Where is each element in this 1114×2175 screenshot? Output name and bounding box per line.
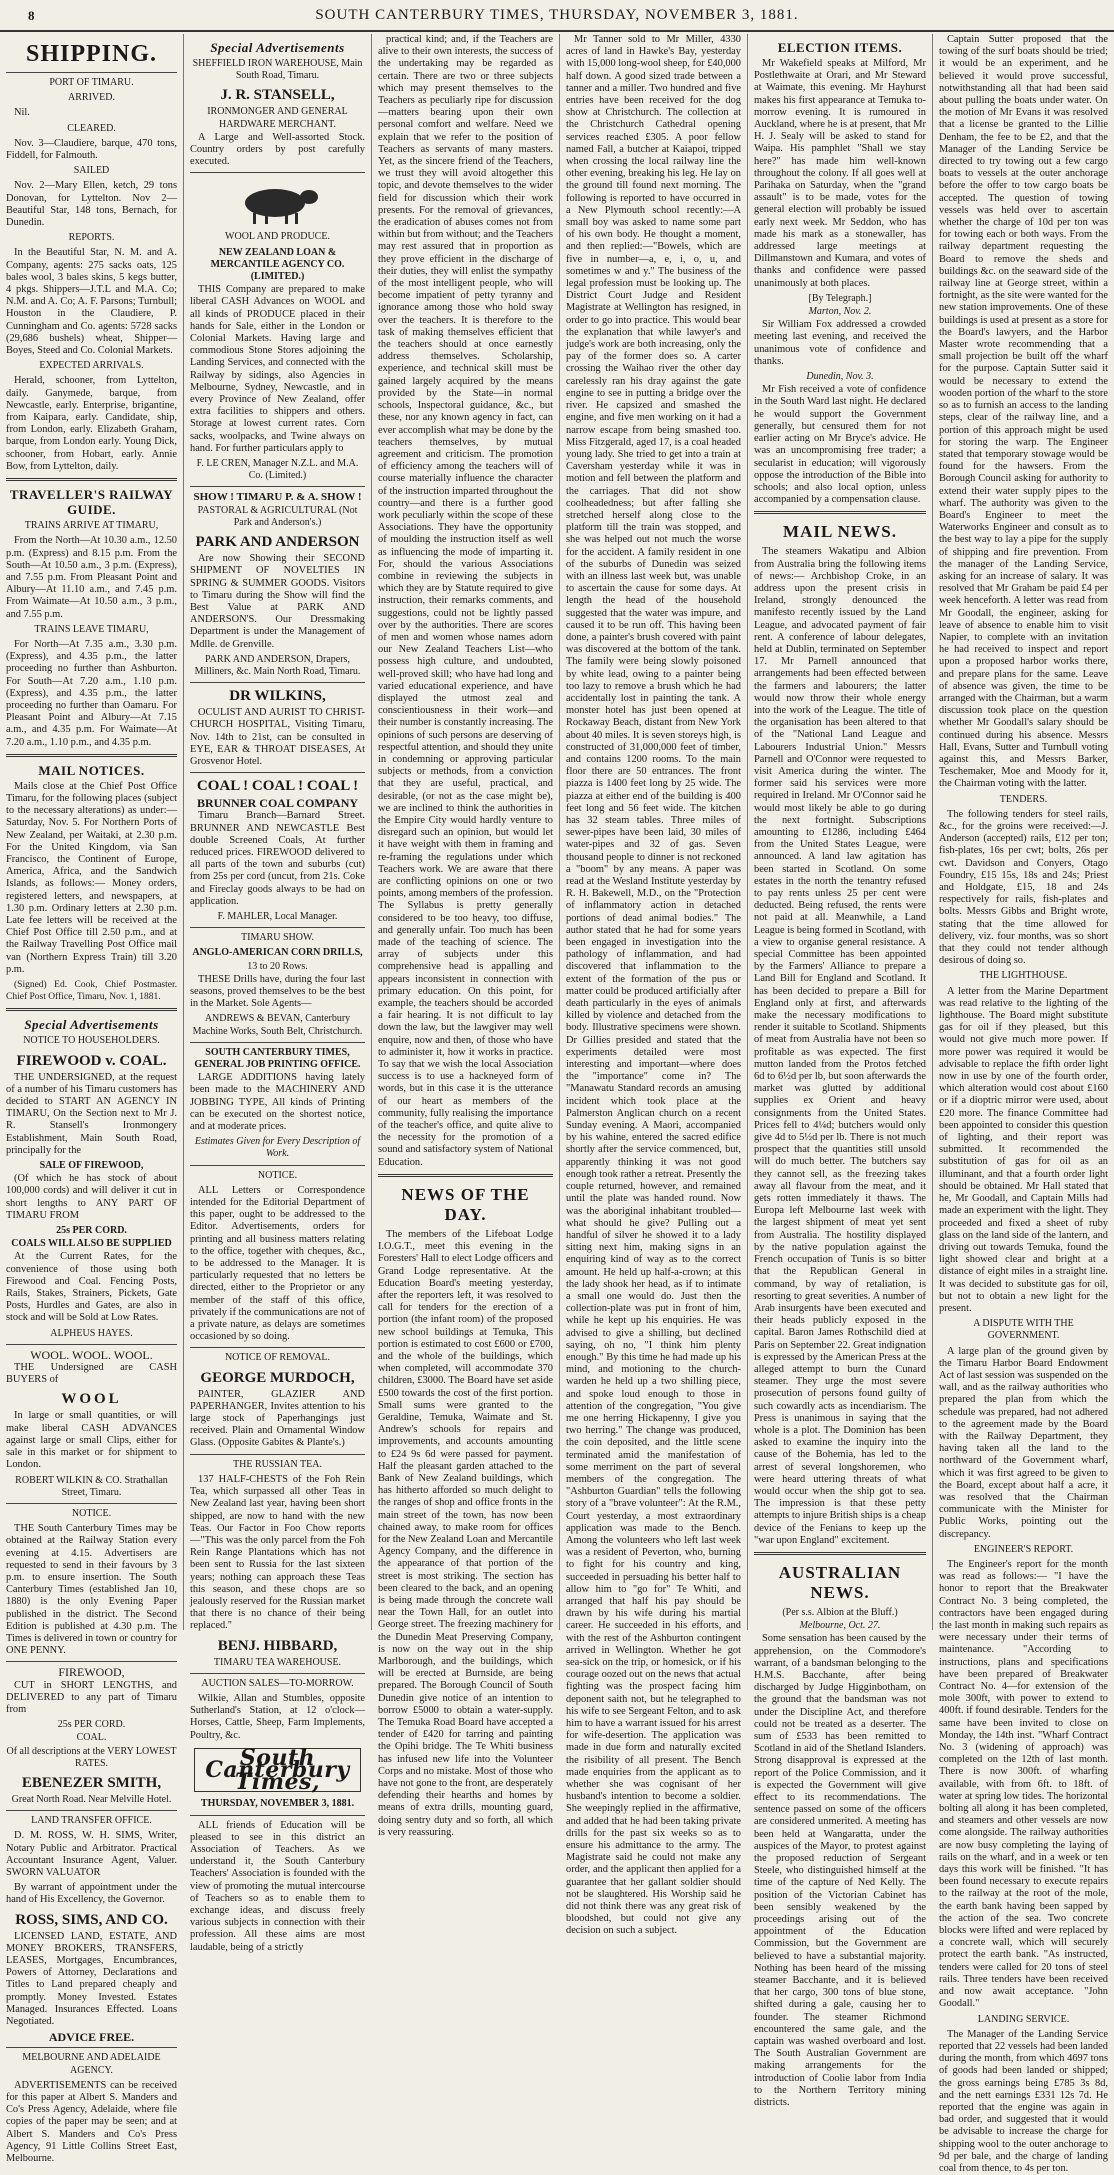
stansell-text: A Large and Well-assorted Stock. Country orders by post carefully executed. [190,131,365,168]
landing-service-label: LANDING SERVICE. [977,2013,1070,2025]
mail-news-head: MAIL NEWS. [783,522,897,542]
column-6 [932,34,1114,2174]
arrived-text: Nil. [14,107,30,119]
divider [6,2047,177,2048]
landing-service-text: The Manager of the Landing Service reported that 22 vessels had been landed during the month, from which 4697 tons of goods had been landed or shipped; the gross earnings being £785 3s 8d, and the nett earnings £331 12s 7d. He reported that the engine was again in bad order, and suggested that it would be advisable to increase the charge for shipping wool to the outer anchorage to 9d per bale, and the charge of landing coal from thence, to 4s per ton. [939,2028,1108,2174]
park-anderson-head: PARK AND ANDERSON [195,534,360,551]
cleared-text: Nov. 3—Claudiere, barque, 470 tons, Fiddell, for Falmouth. [6,137,177,162]
australian-news-head: AUSTRALIAN NEWS. [778,1562,902,1602]
arrived-label: ARRIVED. [68,92,115,104]
marton-dateline: Marton, Nov. 2. [808,306,872,318]
column-4 [559,34,747,1937]
drills-sign: ANDREWS & BEVAN, Canterbury Machine Works, South Belt, Christchurch. [192,1013,363,1037]
firewood-title: FIREWOOD, [58,1665,125,1680]
firewood-cut-text: CUT in SHORT LENGTHS, and DELIVERED to any part of Timaru from [6,1679,177,1715]
election-text: Mr Wakefield speaks at Milford, Mr Postlethwaite at Orari, and Mr Steward at Waimate, this evening. Mr Hayhurst makes his first appearance at Temuka to-morrow evening. It is rumoured in Auckland, where he is at present, that Mr H. J. Sealy will be asked to stand for Waipa. His pamphlet "Shall we stay here?" has made him well-known throughout the colony. If all goes well at Parihaka on Saturday, when the "grand assault" is to be made, votes for the general election will probably be issued early next week. Mr Seddon, who has made his mark as a stonewaller, has addressed large meetings at Dillmanstown and Kumara, and votes of thanks and confidence were passed unanimously at both places. [754,58,926,289]
rail-depart-label: TRAINS LEAVE TIMARU, [34,623,149,635]
rail-arrive-text: From the North—At 10.30 a.m., 12.50 p.m. (Express) and 8.15 p.m. From the South—At 10.50 a.m., 3 p.m. (Express), and 7.55 p.m. From Pleasant Point and Albury—At 11.10 a.m., and 7.45 p.m. From Waimate—At 10.50 a.m., 3 p.m., and 7.55 p.m. [6,535,177,620]
telegraph-label: [By Telegraph.] [808,292,872,304]
page-number: 8 [28,8,35,23]
melbourne-title: MELBOURNE AND ADELAIDE AGENCY. [22,2052,161,2076]
divider [190,1042,365,1043]
russian-tea-text: 137 HALF-CHESTS of the Foh Rein Tea, which surpassed all other Teas in New Zealand last year, having been short shipped, are now to hand with the new Teas. Our Factor in Foo Chow reports—"This was the only parcel from the Foh Rein Range Plantations which has not been sent to Russia for the last sixteen years; nothing can approach these Teas this season, and these chops are so jealously reserved for the Russian market that there is no chance of their being replaced." [190,1473,365,1632]
masthead [0,0,1114,32]
divider [6,1661,177,1662]
coal-label: COAL. [76,1732,107,1744]
election-items-head: ELECTION ITEMS. [777,40,903,55]
rail-depart-text: For North—At 7.35 a.m., 3.30 p.m. (Express), and 4.35 p.m., the latter proceeding no further than Ashburton. For South—At 7.20 a.m., 1.10 p.m. (Express), and 4.35 p.m., the latter proceeding no further than Oamaru. For Pleasant Point and Albury—At 7.15 a.m., and 4.35 p.m. For Waimate—At 7.20 a.m., 1.10 p.m., and 4.35 p.m. [6,638,177,748]
news-continued: Mr Tanner sold to Mr Miller, 4330 acres of land in Hawke's Bay, yesterday with 15,000 long-wool sheep, for £40,000 half down. A good sized trade between a tanner and a miller. Two hundred and five entries have been received for the dog show at Christchurch. The collection at the Christchurch Cathedral opening services reached £305. A poor fellow named Fall, a butcher at Kaiapoi, tripped when crossing the local railway line the other evening, breaking his leg. He lay on the ground till found next morning. The following is reported to have occurred in a New Plymouth school recently:—A small boy was asked to name some part of his own body. He thought a moment, and then replied:—"Bowels, which are five in number—a, e, i, o, u, and sometimes w and y." The business of the legal profession must be looking up. The District Court Judge and Resident Magistrate at Wellington has resigned, in order to go into practice. This would bear the explanation that while lawyer's and judge's work are both increasing, only the pay of the former does so. A carter crossing the Waihao river the other day carelessly ran his dray against the gate engine to see in putting a bridge over the river. He capsized and smashed the engine, and five men working on it had a narrow escape from being smashed too. Miss Fitzgerald, aged 17, is a coal headed young lady. She tried to get into a train at Caversham yesterday while it was in motion and fell between the platform and the carriages. That did not show coolheadedness; but after falling she stretched herself along close to the platform till the train was stopped, and she was helped out not much the worse for the accident. A family resident in one of the suburbs of Dunedin was seized with an illness last week but, was unable to ascertain the cause for some days. At length the head of the household suggested that the water was impure, and caused it to be run off. This having been done, a painter's brush covered with paint was discovered at the bottom of the tank. The family were being slowly poisoned by white lead, owing to a painter being too lazy to remove a brush which he had accidentally lost in painting the tank. A monster hotel has just been opened at Rockaway Beach, distant from New York about 40 miles. It is seven storeys high, is constructed of 31,000,000 feet of timber, and contains 1200 rooms. To the main floor there are 50 entrances. The front piazza is 1400 feet long by 25 wide. The piazza at either end of the building is 400 feet long and 56 feet wide. The kitchen has 32 steam tables. Three miles of sewer-pipes have been laid, 30 miles of water-pipes and 32 of gas. Seven thousand people to dinner is not reckoned a "boom" by any means. A paper was read at the Wesland Institute yesterday by R. H. Bakewell, M.D., on the "Protection of inflammatory action in detached portions of dead animal bodies." The author stated that he had for some years been engaged in investigation into the pathology of inflammation, and had discovered that inflammation to the extent of the formation of the pus or matter could be produced artificially after death particularly in the eyes of animals killed by violence and detached from the body. Illustrative specimens were shown. Dr Gillies presided and stated that the experiments detailed were most interesting and important—where does the "importance" come in? The "Manawatu Standard records an amusing incident which took place at the Palmerston Anglican church on a recent Sunday evening. A Maori, accompanied by his wahine, entered the sacred edifice shortly after the service commenced, but, apparently thinking it was not good enough took rather a retreat. Presently the couple returned, however, and remained until the plate was handed round. Now was the aboriginal inhabitant troubled—what should he give? Pulling out a handful of silver he showed it to a lady sitting next him, making signs in an enquiring kind of way as to the correct amount. He held up half-a-crown; at this the lady shook her head, as if to intimate a small one would do. Just then the collection-plate was put in front of him, while he kept up his enquiries. He was advised to give a shilling, but declined saying, oh no, "I think him plenty enough." By this time he had made up his mind, and motioning to the church-warden he held up a two shilling piece, and spoke loud enough to those in attention of the congregation, "You give me one herring Hickapenny, I give you two herring." The change was produced, the coin deposited, and the little scene terminated amid the manifestation of some merriment on the part of several members of the congregation. The "Ashburton Guardian" tells the following story of a "brave volunteer": At the R.M., Court yesterday, a most extraordinary application was made to the Bench. Among the volunteers who left last week was a resident of Peverton, who, burning to fight for his country and king, succeeded in persuading his better half to allow him to "go for" Te Whiti, and arranged that half his pay should be drawn by his wife during his martial career. He succeeded in his efforts, and with the rest of the Ashburton contingent arrived in Wellington. Whether he got sea-sick on the trip, or homesick, or if his courage oozed out on the news that actual fighting was the prospect facing him deponent saith not, but he telegraphed to his wife to see Sergeant Felton, and to ask him to have a warrant issued for his arrest for wife-desertion. The application was made in due form and naturally excited the risibility of all present. The Bench made enquiries from the applicant as to whether she was cognisant of her husband's intention to become a soldier. She weepingly replied in the affirmative, and added that he had been taking private drills for the past six weeks so as to ensure his admittance to the army. The Magistrate said he could not make any order, and the applicant then applied for a guarantee that her gallant soldier should not be slaughtered. His Worship said he did not think there was any great risk of bloodshed, but could not give any decision on such a subject. [566,34,741,1937]
coal-head: COAL ! COAL ! COAL ! [196,778,359,795]
wool-head: WOOL. WOOL. WOOL. [30,1347,153,1362]
column-1 [0,34,183,2165]
port-title: PORT OF TIMARU. [49,77,134,88]
russian-tea-head: THE RUSSIAN TEA. [233,1458,322,1470]
advice-free: ADVICE FREE. [48,2030,135,2045]
coal-text: Of all descriptions at the VERY LOWEST RATES. [6,1745,177,1769]
stansell-sub: IRONMONGER AND GENERAL HARDWARE MERCHANT. [207,106,348,130]
australian-news-text: Some sensation has been caused by the apprehension, on the Commodore's warrant, of a bandsman belonging to the H.M.S. Bacchante, after being discharged by Judge Higginbotham, on the ground that the bandsman was not under the Discipline Act, and therefore could not be treated as a deserter. The sum of £533 has been remitted to Scotland in aid of the Shetland Islanders. Strong disapproval is expressed at the report of the Police Commission, and it is expected the Government will give effect to its recommendations. The sentence passed on some of the officers are considered unmerited. A meeting has been held at Wangaratta, under the auspices of the Mayor, to protest against the proposed reduction of Sergeant Steele, who distinguished himself at the time of the capture of Ned Kelly. The position of the Victorian Cabinet has been sensibly weakened by the proceedings arising out of the appointment of the Education Commission, but the Government are believed to have a substantial majority. Nothing has been heard of the missing steamer Bacchante, and it is believed that her cargo, 300 tons of blue stone, shifted during a gale, causing her to founder. The steamer Richmond encountered the same gale, and the captain was washed overboard and lost. The South Australian Government are making arrangements for the introduction of Coolie labor from India to the Northern Territory mining districts. [754,1633,926,2109]
wool-sign: ROBERT WILKIN & CO. Strathallan Street, Timaru. [15,1474,168,1498]
park-sign: PARK AND ANDERSON, Drapers, Milliners, &c. Main North Road, Timaru. [194,653,361,677]
column-5 [747,34,932,2109]
tenders-label: TENDERS. [999,793,1048,805]
editorial-text: ALL friends of Education will be pleased to see in this district an Association of Teachers. As we understand it, the South Canterbury Teachers' Association is founded with the view of promoting the mutual intercourse of Teachers so as to enable them to exchange ideas, and discuss freely various subjects in connection with their profession. All these aims are most laudable, being of a strictly [190,1819,365,1953]
dispute-text: A large plan of the ground given by the Timaru Harbor Board Endowment Act of last session was suspended on the wall, and as the railway authorities who prepared the plan from which the schedule was prepared, had not adhered to the agreement made by the Board with the Railway Department, they having taken all the land to the northward of the Government wharf, which it was first agreed to be given to the Board, except about half a acre, it was resolved that the Chairman communicate with the Minister for Public Works, pointing out the discrepancy. [939,1345,1108,1540]
dunedin-dateline: Dunedin, Nov. 3. [806,371,874,383]
ebenezer-smith: EBENEZER SMITH, [21,1774,162,1791]
divider [190,1815,365,1816]
wool-text-2: In large or small quantities, or will make liberal CASH ADVANCES against large or small Clips, either for sale in this market or for shipment to London. [6,1410,177,1471]
drills-text: THESE Drills have, during the four last seasons, proved themselves to be the best in the Market. Sole Agents— [190,973,365,1010]
brunner-text: Timaru Branch—Barnard Street. BRUNNER AND NEWCASTLE Best double Screened Coals, At further reduced prices. FIREWOOD delivered to all parts of the town and suburbs (cut) from 25s per cord (uncut, from 21s. Coke and Fireclay goods always to be had on application. [190,810,365,907]
marton-text: Sir William Fox addressed a crowded meeting last evening, and received the unanimous vote of confidence and thanks. [754,319,926,367]
coals-text: At the Current Rates, for the convenience of those using both Firewood and Coal. Fencing Posts, Rails, Stakes, Strainers, Pickets, Gate Posts, Hurdles and Gates, are also in stock and will be Sold at Low Rates. [6,1251,177,1324]
australian-news-sub: (Per s.s. Albion at the Bluff.) [782,1606,898,1618]
engineer-report-label: ENGINEER'S REPORT. [973,1543,1074,1555]
divider [190,172,365,173]
drills-sub: 13 to 20 Rows. [247,960,308,972]
editorial-continued: practical kind; and, if the Teachers are alive to their own interests, the success of the undertaking may be regarded as certain. There are two or three subjects which may present themselves to the Teachers as peculiarly ripe for discussion—matters bearing upon their own personal comfort and welfare. Need we explain that we refer to the position of Teachers as servants of many masters. Yet, as the sincere friend of the Teachers, we trust they will avoid altogether this topic, and devote themselves to the wider field for discussion which their work presents. For the removal of grievances, the eradication of abuses comes not from within but from without; and the Teachers may rest assured that in proportion as they prove efficient in the discharge of their duties, they will enlist the sympathy of the most intelligent people, who will become impatient of petty tyranny and ignorance among those who hold sway over the teachers. It is therefore to the task of making themselves efficient that the teachers should at once earnestly address themselves. Scholarship, experience, and technical skill must be gained largely acquired by the means provided by the State—in normal schools, Inspectoral guidance, &c., but these, nor any known agency in fact, can ever accomplish what may be done by the teachers themselves, by mutual agreement and criticism. The promotion of efficiency among the teachers will of course materially influence the character of the instruction imparted throughout the country—and there is a further good work peculiarly within the scope of these Associations. They have the opportunity of moulding the instruction itself as well as influencing the mode of imparting it. For, should the various Associations combine in reviewing the subjects in which they are by Statute required to give instruction, their remarks comments, and suggestions, could not be lightly passed over by the authorities. There are scores of men and women whose names adorn our New Zealand Teachers List—who possess high culture, and undoubted, well-proved skill; who have had long and varied educational experience, and have displayed the utmost zeal and conscientiousness in their work—and their number is constantly increasing. The opinions of such persons are deserving of respectful attention, and should they unite in condemning or approving particular subjects or methods, from a conviction that they are useful, practical, and desirable, (or not as the case might be), we are inclined to think the authorities in the Empire City would hardly venture to disregard such an opinion, but would let it have weight with them in framing and re-framing the regulations under which Teachers work. We are aware that there are conflicting opinions on one or two points, among members of the profession. The Syllabus is pretty generally considered to be too heavy, too diffuse, and generally unfair. Too much has been made of the teaching of science. The array of subjects under this comprehensive head is appalling and appears inconsistent in connection with primary education. On this point, for example, the teachers should be accorded a fair hearing. It is not difficult to lay down the law, but the lawgiver may well enquire, now and then, of those who have to administer it, how it works in practice. To say that we wish the local Association success is to use a hackneyed form of words, but in this case it is the utterance of our heart as members of the community, fully realising the importance of the teacher's office, and quite alive to the necessity for the promotion of a sound and satisfactory system of National Education. [378,34,553,1168]
divider [190,927,365,928]
land-text: By warrant of appointment under the hand of His Excellency, the Governor. [6,1882,177,1906]
divider [190,1673,365,1674]
show-head: SHOW ! TIMARU P. & A. SHOW ! [193,491,362,504]
auction-head: AUCTION SALES—TO-MORROW. [201,1677,354,1689]
divider [6,72,177,73]
nzla-sign: F. LE CREN, Manager N.Z.L. and M.A. Co. (Limited.) [196,458,359,482]
sailed-text: Nov. 2—Mary Ellen, ketch, 29 tons Donovan, for Lyttelton. Nov 2—Beautiful Star, 148 tons, Bernach, for Dunedin. [6,180,177,229]
hibbard-sub: TIMARU TEA WAREHOUSE. [213,1656,342,1668]
land-transfer-title: LAND TRANSFER OFFICE. [31,1815,152,1827]
railway-guide-title: TRAVELLER'S RAILWAY GUIDE. [9,487,174,518]
timaru-show: TIMARU SHOW. [241,932,314,944]
column-3 [371,34,559,1838]
firewood-price: 25s PER CORD. [57,1719,126,1731]
divider [6,1503,177,1504]
nzla-head: NEW ZEALAND LOAN & MERCANTILE AGENCY CO. (LIMITED.) [210,246,345,283]
masthead-title: SOUTH CANTERBURY TIMES, THURSDAY, NOVEMBER 3, 1881. [315,7,799,23]
divider [190,1165,365,1166]
auction-text: Wilkie, Allan and Stumbles, opposite Sutherland's Station, at 12 o'clock—Horses, Cattle, Sheep, Farm Implements, Poultry, &c. [190,1692,365,1741]
wool-big: WOOL [61,1391,122,1408]
notice-text: THE South Canterbury Times may be obtained at the Railway Station every evening at 4.15. Advertisers are requested to send in their favours by 3 p.m. to ensure insertion. The South Canterbury Times (established Jan 10, 1880) is the only Evening Paper published in the district. The Second Edition is published at 4.30 p.m. The Times is delivered in town or country for ONE PENNY. [6,1523,177,1657]
mail-notices-title: MAIL NOTICES. [38,762,145,778]
notice-head: NOTICE. [257,1169,298,1181]
divider [6,1344,177,1345]
divider [754,511,926,514]
divider [6,1008,177,1011]
news-of-the-day-head: NEWS OF THE DAY. [401,1184,530,1224]
divider [190,486,365,487]
news-text: The members of the Lifeboat Lodge I.O.G.T., meet this evening in the Foresters' Hall to elect Lodge officers and Grand Lodge representative. At the Education Board's meeting yesterday, after the reporters left, it was resolved to call for tenders for the erection of a portion (the infant room) of the proposed new school buildings at Temuka, This portion is estimated to cost £600 or £700, and the whole of the buildings, which when completed, will accommodate 370 children, £3000. The Board have set aside £500 towards the cost of the first portion. Small sums were granted to the Geraldine, Temuka, Waimate and St. Andrew's schools for repairs and improvements, and accounts amounting to £24 9s 6d were passed for payment. Half the pleasant garden attached to the Bank of New Zealand buildings, which has hitherto afforded so much delight to the ranges of shop and office fronts in the main street of the town, has now been chained away, to make room for offices for the New Zealand Loan and Mercantile Agency Company, and the difference in the appearance of that portion of the street is most striking. The section has been cleared to the back, and an opening is being made through the concrete wall near the Town Hall, for an outlet into George street. The freezing machinery for the Dunedin Meat Preserving Company, is now on the way out in the ship Marlborough, and the buildings, which will be erected at Burnside, are being prepared. The Borough Council of South Dunedin give notice of an intention to borrow £5000 to obtain a water-supply. The Temuka Road Board have accepted a tender of £420 for tarring and painting the Opihi bridge. The Te Whiti business has infused new life into the Volunteer Corps and no mistake. Most of those who have not gone to the front, are desperately defending their hearths and homes by means of extra drills, mounting guard, doing sentry duty and so forth, all which is very reassuring. [378,1228,553,1838]
nzla-text: THIS Company are prepared to make liberal CASH Advances on WOOL and all kinds of PRODUCE placed in their hands for Sale, either in the London or Colonial Markets. Having large and commodious Stone Stores adjoining the Landing Services, and connected with the Railway by sidings, also Agencies in Melbourne, Sydney, Newcastle, and in every Province of New Zealand, offer extra facilities to shippers and others. Storage at lowest current rates. Corn sacks, woolpacks, and Twine always on hand. For further particulars apply to [190,284,365,454]
sale-text: (Of which he has stock of about 100,000 cords) and will deliver it cut in short lengths to ANY PART OF TIMARU FROM [6,1173,177,1221]
shipping-title: SHIPPING. [25,41,157,67]
special-ads-title: Special Advertisements [24,1017,159,1033]
divider [6,754,177,757]
reports-label: REPORTS. [68,232,115,244]
special-ads-title: Special Advertisements [210,40,345,55]
mail-notices-text: Mails close at the Chief Post Office Timaru, for the following places (subject to the necessary alterations) as under:— Saturday, Nov. 5. For Northern Ports of New Zealand, per Waitaki, at 2.30 p.m. For the United Kingdom, via San Francisco, the Continent of Europe, America, Africa, and the Sandwich Islands, as follows:— Money orders, registered letters, and newspapers, at 1.30 p.m. Ordinary letters at 2.30 p.m. Late fee letters will be received at the Chief Post Office till 2.50 p.m., and at the Railway Travelling Post Office mail van (Northern Express Train) till 3.20 p.m. [6,780,177,975]
harbor-continued: Captain Sutter proposed that the towing of the surf boats should be tried; it would be an experiment, and he believed it would prove successful, notwithstanding all that had been said about pulling the boats under water. On the motion of Mr Evans it was resolved that a license be granted to the Lillie Denham, the fee to be £2, and that the Manager of the Landing Service be directed to try towing out a few cargo boats to vessels at the outer anchorage before the offer to tow cargo boats be accepted. The question of towing vessels was held over to ascertain whether the charge of 10d per ton was for towing each or both ways. From the railway department requesting the Board to remove the sheds and buildings &c. on the seaward side of the railway line at George street, within a fortnight, as the site were wanted for the new station improvements. One of these buildings is used at present as a store for the Board's lawyers, and the Harbor Master wrote recommending that a small projection be built off the wharf for the purpose. Captain Sutter said it would be necessary to extend the wooden portion of the wharf to the store so as to furnish an access to the landing steps, clear of the railway line, and a portion of this approach might be used for storing the warp. The Engineer stated that temporary stowage would be found for the hawsers. From the Borough Council asking for authority to extend their water supply pipes to the wharf. The authority was given to the Board's Engineer to meet the Waterworks Engineer and consult as to the best way to lay a pipe for the supply of shipping and fire prevention. From the manager of the Landing Service, asking for an increase of salary. It was resolved that Mr Graham be paid £4 per week henceforth. A letter was read from Mr Goodall, the engineer, asking for leave of absence to enable him to visit Napier, to complete with an invitation he had received to inspect and report upon a proposed harbor works there, and prepare plans for the same. Leave of absence was given, the time to be arranged with the Chairman, but a warm discussion took place on the question whether Mr Goodall's salary should be continued during his absence. Messrs Hall, Evans, Sutter and Turnbull voting against this, and Messrs Barker, Teschemaker, Moe and Moody for it, the Chairman voting with the latter. [939,34,1108,790]
land-names: D. M. ROSS, W. H. SIMS, Writer, Notary Public and Arbitrator. Practical Accountant Insurance Agent, Valuer. SWORN VALUATOR [6,1830,177,1878]
newspaper-logo: South Canterbury Times, [194,1748,361,1793]
brunner-head: BRUNNER COAL COMPANY [196,796,359,811]
notice-householders: NOTICE TO HOUSEHOLDERS. [23,1035,160,1047]
divider [754,1552,926,1555]
wool-produce: WOOL AND PRODUCE. [225,231,330,243]
divider [378,1174,553,1177]
coals-line: COALS WILL ALSO BE SUPPLIED [11,1238,172,1250]
wool-text: THE Undersigned are CASH BUYERS of [6,1362,177,1386]
park-text: Are now Showing their SECOND SHIPMENT OF NOVELTIES IN SPRING & SUMMER GOODS. Visitors to Timaru during the Show will find the Best Value at PARK AND ANDERSON'S. Our Dressmaking Department is under the Management of Mdlle. de Grenville. [190,553,365,650]
melbourne-text: ADVERTISEMENTS can be received for this paper at Albert S. Manders and Co's Press Agency, Adelaide, where file copies of the paper may be seen; and at Albert S. Manders and Co's Press Agency, 91 Little Collins Street East, Melbourne. [6,2079,177,2165]
sheep-icon [223,177,333,227]
cleared-label: CLEARED. [67,122,116,134]
drills-head: ANGLO-AMERICAN CORN DRILLS, [192,947,363,959]
sheffield-warehouse: SHEFFIELD IRON WAREHOUSE, Main South Road, Timaru. [192,58,363,82]
mail-news-text: The steamers Wakatipu and Albion from Australia bring the following items of news:— Archbishop Croke, in an address upon the present crisis in Ireland, strongly denounced the manifesto recently issued by the Land League, and advocated payment of fair rent. A conference of labour delegates, held at Dublin, terminated on September 17. Mr Parnell announced that arrangements had been effected between the farmers and labourers; the latter would now throw their whole energy into the work of the League. The title of the organisation has been altered to that of the "National Land League and Labourers Industrial Union." Messrs Parnell and O'Connor were requested to visit America during the winter. The former said his services were more required in Ireland. Mr O'Connor said he would most likely be able to go during the next fortnight. Subscriptions amounting to £1286, including £464 from the United States League, were announced. A land law agitation has been started in Scotland. On some estates in the north the tenantry refused to pay rents unless 25 per cent were deducted. Being refused, the rents were not paid at all. Meanwhile, a Land League is being formed in Scotland, with a view to organise general resistance. A special Committee has been appointed by the Farmers' Alliance to prepare a Land Bill for England and Scotland. It has been decided to prepare a Bill for England only at first, and afterwards make the necessary modifications to render it suitable to Scotland. Shipments of meat from Australia have not been so profitable as was expected. The first mutton landed from the Protos fetched 6d to 6½d per lb, but soon afterwards the market was glutted by additional supplies ex Orient and heavy consignments from the United States. Prices fell to 4¼d; butchers would only give 4d to 5½d per lb. There is not much prospect that the quantities still unsold will do much better. The butchers say they cannot sell, as the freezing takes away all flavour from the meat, and it gets rotten immediately it thaws. The Europa left Melbourne last week with the largest shipment of meat yet sent from Australia. The hostility displayed by the native population against the French occupation of Tunis is so bitter that the Republican General in command, by way of retaliation, is resorting to great severities. A number of Arab insurgents have been executed and their heads publicly exposed in the capital. Baron James Rothschild died at Paris on September 22. Great indignation is expressed by the American Press at the alleged attempt to burn the Cunard steamer. They urge the most severe prosecution of persons found guilty of such cowardly acts as incendiarism. The Press is unanimous in saying that the whole is a plot. The Dominion has been asked to examine the inquiry into the cause of the Bohemia, has led to the arrest of several longshoremen, who were heard uttering threats of what would occur when the ship got to sea. The impression is that these petty attempts to injure British ships is a cheap device of the Fenians to keep up the "war upon England" excitement. [754,546,926,1546]
murdoch-text: PAINTER, GLAZIER AND PAPERHANGER, Invites attention to his large stock of Paperhangings just received. Plain and Ornamental Window Glass. (Opposite Gabites & Plante's.) [190,1388,365,1449]
rail-arrive-label: TRAINS ARRIVE AT TIMARU, [24,520,159,532]
tenders-text: The following tenders for steel rails, &c., for the groins were received:—J. Anderson (accepted) rails, £12 per ton; fish-plates, 16s per cwt; bolts, 26s per cwt. Davidson and Conyers, Otago Foundry, £15 15s, 18s and 24s; Priest and Holdgate, £15, 18 and 24s respectively for rails, fish-plates and bolts. Messrs Gibbs and Bright wrote, stating that the time allowed for delivery, viz. four months, was so short that they could not tender although desirous of doing so. [939,808,1108,967]
brunner-sign: F. MAHLER, Local Manager. [217,910,338,922]
editorial-date: THURSDAY, NOVEMBER 3, 1881. [200,1798,355,1810]
coals-sign: ALPHEUS HAYES. [50,1327,133,1339]
lighthouse-text: A letter from the Marine Department was read relative to the lighting of the lighthouse. The Board might substitute gas for oil if they pleased, but this would not give much more power. If more power was required it would be advisable to replace the fifth order light now in use by one of the fourth order, which alteration would cost about £160 or if a dioptric mirror were used, about £20 more. The finance Committee had been appointed to consider this question of lighting, and their report was submitted. It recommended the substitution of gas for oil as an illuminant, and that a fourth order light should be obtained. Mr Hall stated that he, Mr Goodall, and Captain Mills had made an experiment with the light. They proceeded and fixed a sheet of ruby glass on the land side of the lantern, and driving out towards Temuka, found the light showed clear and bright at a distance of eight miles in a straight line. It was decided to substitute gas for oil, but not to obtain a new light for the present. [939,985,1108,1314]
dispute-label: A DISPUTE WITH THE GOVERNMENT. [973,1318,1074,1342]
column-2 [183,34,371,1953]
sct-printing-head: SOUTH CANTERBURY TIMES, GENERAL JOB PRINTING OFFICE. [194,1046,361,1070]
expected-label: EXPECTED ARRIVALS. [39,360,144,372]
stansell-head: J. R. STANSELL, [220,87,335,104]
ross-sims-head: ROSS, SIMS, AND CO. [15,1911,168,1928]
divider [6,1810,177,1811]
sale-firewood: SALE OF FIREWOOD, [39,1160,144,1172]
wilkins-text: OCULIST AND AURIST TO CHRIST-CHURCH HOSPITAL, Visiting Timaru, Nov. 14th to 21st, can be consulted in EYE, EAR & THROAT DISEASES, At Grosvenor Hotel. [190,707,365,767]
melbourne-dateline: Melbourne, Oct. 27. [799,1620,881,1632]
lighthouse-label: THE LIGHTHOUSE. [979,970,1068,982]
sct-estimates: Estimates Given for Every Description of Work. [194,1136,361,1160]
wilkins-head: DR WILKINS, [229,688,326,705]
divider [190,682,365,683]
sct-printing-text: LARGE ADDITIONS having lately been made to the MACHINERY AND JOBBING TYPE, All kinds of Printing can be executed on the shortest notice, and at moderate prices. [190,1072,365,1133]
engineer-report-text: The Engineer's report for the month was read as follows:— "I have the honor to report that the Breakwater Contract No. 3 being completed, the contractors have been engaged during the last month in making such repairs as were necessary under their terms of maintenance. "According to instructions, plans and specifications have been prepared of Breakwater Contract No. 4—for extension of the mole 300ft, with power to extend to 400ft. if found desirable. Tenders for the same have been invited to close on Monday, the 14th inst. "Wharf Contract No. 3 (widening of approach) was completed on the 12th of last month. There is now 300ft. of wharfing available, with from 6ft. to 18ft. of water at spring low tides. The horizontal bolting all along it has been completed, and steamers and other vessels are now come alongside. The railway authorities are now busy completing the laying of rails on the wharf, and in a week or ten days this work will be finished. "It has been found necessary to execute repairs to the railway at the root of the mole, the earth bank having been sapped by the action of the sea. Two concrete blocks were lifted and were replaced by a concrete wall, which will securely protect the earth bank. "As instructed, tenders were called for 20 tons of steel rails. Three tenders have been received and now await acceptance. "John Goodall." [939,1558,1108,2010]
divider [190,772,365,773]
mail-notices-sign: (Signed) Ed. Cook, Chief Postmaster. Chief Post Office, Timaru, Nov. 1, 1881. [6,980,177,1003]
removal-head: NOTICE OF REMOVAL. [224,1352,331,1364]
divider [6,478,177,481]
notice-title: NOTICE. [71,1507,112,1519]
reports-text: In the Beautiful Star, N. M. and A. Company, agents: 275 sacks oats, 125 bales wool, 3 bales skins, 5 kegs butter, 4 pkgs. Shippers—J.T.L and M.A. Co; N.M. and A. Co; A. F. Parsons; Turnbull; Houston in the Claudiere, P. Cunningham and Co. agents: 5728 sacks (29,686 bushels) wheat, Shipper—Boyes, Steed and Co. Colonial Markets. [6,247,177,357]
expected-text: Herald, schooner, from Lyttelton, daily. Ganymede, barque, from Newcastle, early. Enterprise, brigantine, from Kaipara, early. Candidate, ship, from London, early. Elizabeth Graham, barque, from London early. Young Dick, schooner, from Hobart, early. Annie Bow, from Lyttelton, daily. [6,375,177,472]
ross-text: LICENSED LAND, ESTATE, AND MONEY BROKERS, TRANSFERS, LEASES, Mortgages, Encumbrances, Powers of Attorney, Declarations and Titles to Land prepared cheaply and promptly. Money Invested. Estates Managed. Insurances Effected. Loans Negotiated. [6,1930,177,2028]
sailed-label: SAILED [73,165,110,177]
show-sub: PASTORAL & AGRICULTURAL (Not Park and Anderson's.) [197,504,358,528]
notice-text: ALL Letters or Correspondence intended for the Editorial Department of this paper, ought to be addressed to the Editor. Advertisements, orders for printing and all business matters relating to the office, together with cheques, &c., to be addressed to the Manager. It is particularly requested that no letters be directed, either to the Proprietor or any member of the staff of this office, privately if the communications are not of a private nature, as delays are sometimes occasioned by so doing. [190,1184,365,1343]
murdoch-head: GEORGE MURDOCH, [200,1369,355,1386]
price-line: 25s PER CORD. [56,1225,127,1237]
divider [190,1454,365,1455]
ebenezer-addr: Great North Road. Near Melville Hotel. [11,1793,172,1805]
hibbard-head: BENJ. HIBBARD, [217,1637,338,1654]
firewood-text: THE UNDERSIGNED, at the request of a number of his Timaru customers has decided to START AN AGENCY IN TIMARU, On the Section next to Mr J. R. Stansell's Ironmongery Establishment, Main South Road, principally for the [6,1071,177,1156]
divider [190,1347,365,1348]
firewood-coal-head: FIREWOOD v. COAL. [16,1052,167,1069]
dunedin-text: Mr Fish received a vote of confidence in the South Ward last night. He declared he would support the Government generally, but censured them for not earlier acting on Mr Bryce's advice. He was an uncompromising free trader; a secularist in education; will vigorously oppose the introduction of the Bible into schools; and also local option, unless accompanied by a compensation clause. [754,384,926,506]
